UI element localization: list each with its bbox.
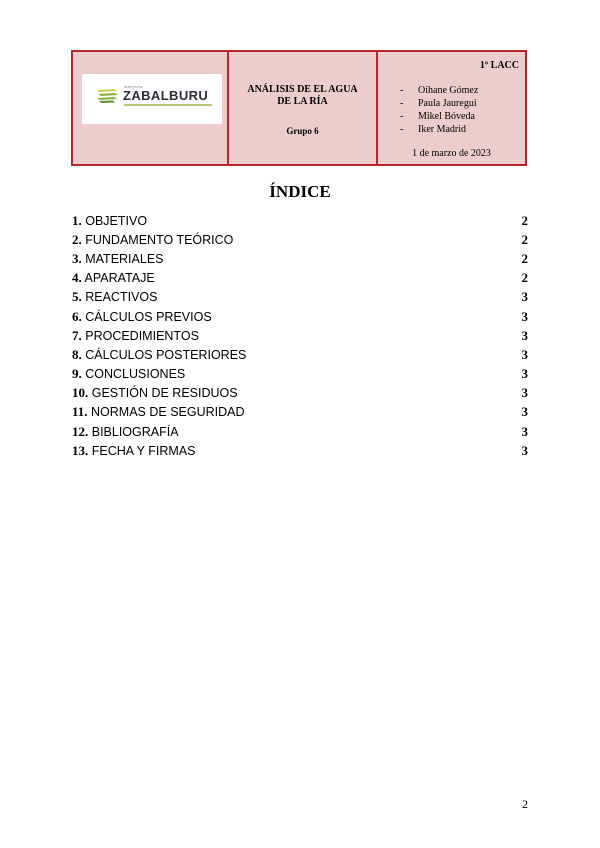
toc-page: 3 <box>521 423 528 439</box>
toc-entry-calculos-posteriores[interactable] <box>72 345 528 364</box>
logo-cell <box>73 52 227 164</box>
toc-number: 1. <box>72 212 82 228</box>
toc-page: 3 <box>521 289 528 305</box>
toc-page: 3 <box>521 346 528 362</box>
toc-label: CÁLCULOS POSTERIORES <box>85 347 247 362</box>
toc-page: 3 <box>521 442 528 458</box>
toc-page: 2 <box>521 250 528 266</box>
member-item: - Mikel Bóveda <box>400 110 478 123</box>
toc-label: CONCLUSIONES <box>85 367 186 382</box>
document-title-line-1: ANÁLISIS DE EL AGUA <box>247 84 358 95</box>
member-list <box>400 84 478 136</box>
toc-label: CÁLCULOS PREVIOS <box>85 309 212 324</box>
toc-entry-objetivo[interactable] <box>72 211 528 230</box>
toc-entry-reactivos[interactable] <box>72 288 528 307</box>
member-item: - Oihane Gómez <box>400 84 478 97</box>
table-of-contents <box>72 211 528 460</box>
header-table <box>71 50 527 166</box>
toc-number: 13. <box>72 442 89 458</box>
toc-number: 6. <box>72 308 82 324</box>
title-cell <box>227 52 376 164</box>
toc-page: 3 <box>521 327 528 343</box>
toc-label: REACTIVOS <box>85 290 158 305</box>
toc-label: MATERIALES <box>85 251 164 266</box>
toc-page: 2 <box>521 231 528 247</box>
toc-number: 12. <box>72 423 89 439</box>
toc-number: 7. <box>72 327 82 343</box>
toc-label: OBJETIVO <box>85 213 148 228</box>
logo-wordmark: ZABALBURU <box>123 88 209 103</box>
document-title-line-2: DE LA RÍA <box>277 96 328 107</box>
document-date: 1 de marzo de 2023 <box>412 148 491 159</box>
toc-entry-fundamento-teorico[interactable] <box>72 230 528 249</box>
toc-entry-materiales[interactable] <box>72 249 528 268</box>
toc-entry-calculos-previos[interactable] <box>72 307 528 326</box>
toc-label: GESTIÓN DE RESIDUOS <box>91 386 238 401</box>
toc-number: 8. <box>72 346 82 362</box>
toc-number: 10. <box>72 385 89 401</box>
toc-label: BIBLIOGRAFÍA <box>91 424 179 439</box>
toc-number: 3. <box>72 250 82 266</box>
toc-page: 3 <box>521 366 528 382</box>
toc-page: 3 <box>521 404 528 420</box>
zabalburu-logo-icon <box>96 88 120 104</box>
toc-number: 2. <box>72 231 82 247</box>
toc-page: 2 <box>521 270 528 286</box>
toc-entry-gestion-de-residuos[interactable] <box>72 384 528 403</box>
toc-entry-fecha-y-firmas[interactable] <box>72 441 528 460</box>
toc-page: 2 <box>521 212 528 228</box>
logo-small-text: INSTITUTO <box>124 85 143 89</box>
document-title <box>229 84 376 108</box>
toc-entry-bibliografia[interactable] <box>72 422 528 441</box>
page-number: 2 <box>522 797 528 811</box>
toc-label: FUNDAMENTO TEÓRICO <box>85 232 234 247</box>
group-label: Grupo 6 <box>286 126 319 136</box>
index-title: ÍNDICE <box>269 182 331 201</box>
toc-page: 3 <box>521 308 528 324</box>
toc-number: 4. <box>72 270 82 286</box>
toc-label: NORMAS DE SEGURIDAD <box>91 405 245 420</box>
member-item: - Iker Madrid <box>400 123 478 136</box>
logo <box>82 74 222 124</box>
toc-entry-normas-de-seguridad[interactable] <box>72 403 528 422</box>
toc-number: 5. <box>72 289 82 305</box>
toc-entry-aparataje[interactable] <box>72 269 528 288</box>
toc-page: 3 <box>521 385 528 401</box>
toc-label: PROCEDIMIENTOS <box>85 328 199 343</box>
toc-entry-conclusiones[interactable] <box>72 365 528 384</box>
toc-label: FECHA Y FIRMAS <box>91 443 196 458</box>
course-label: 1º LACC <box>479 60 519 71</box>
toc-number: 9. <box>72 366 82 382</box>
member-item: - Paula Jauregui <box>400 97 478 110</box>
logo-underline <box>124 104 212 106</box>
info-cell <box>376 52 525 164</box>
toc-number: 11. <box>72 404 88 420</box>
toc-entry-procedimientos[interactable] <box>72 326 528 345</box>
toc-label: APARATAJE <box>84 271 155 286</box>
